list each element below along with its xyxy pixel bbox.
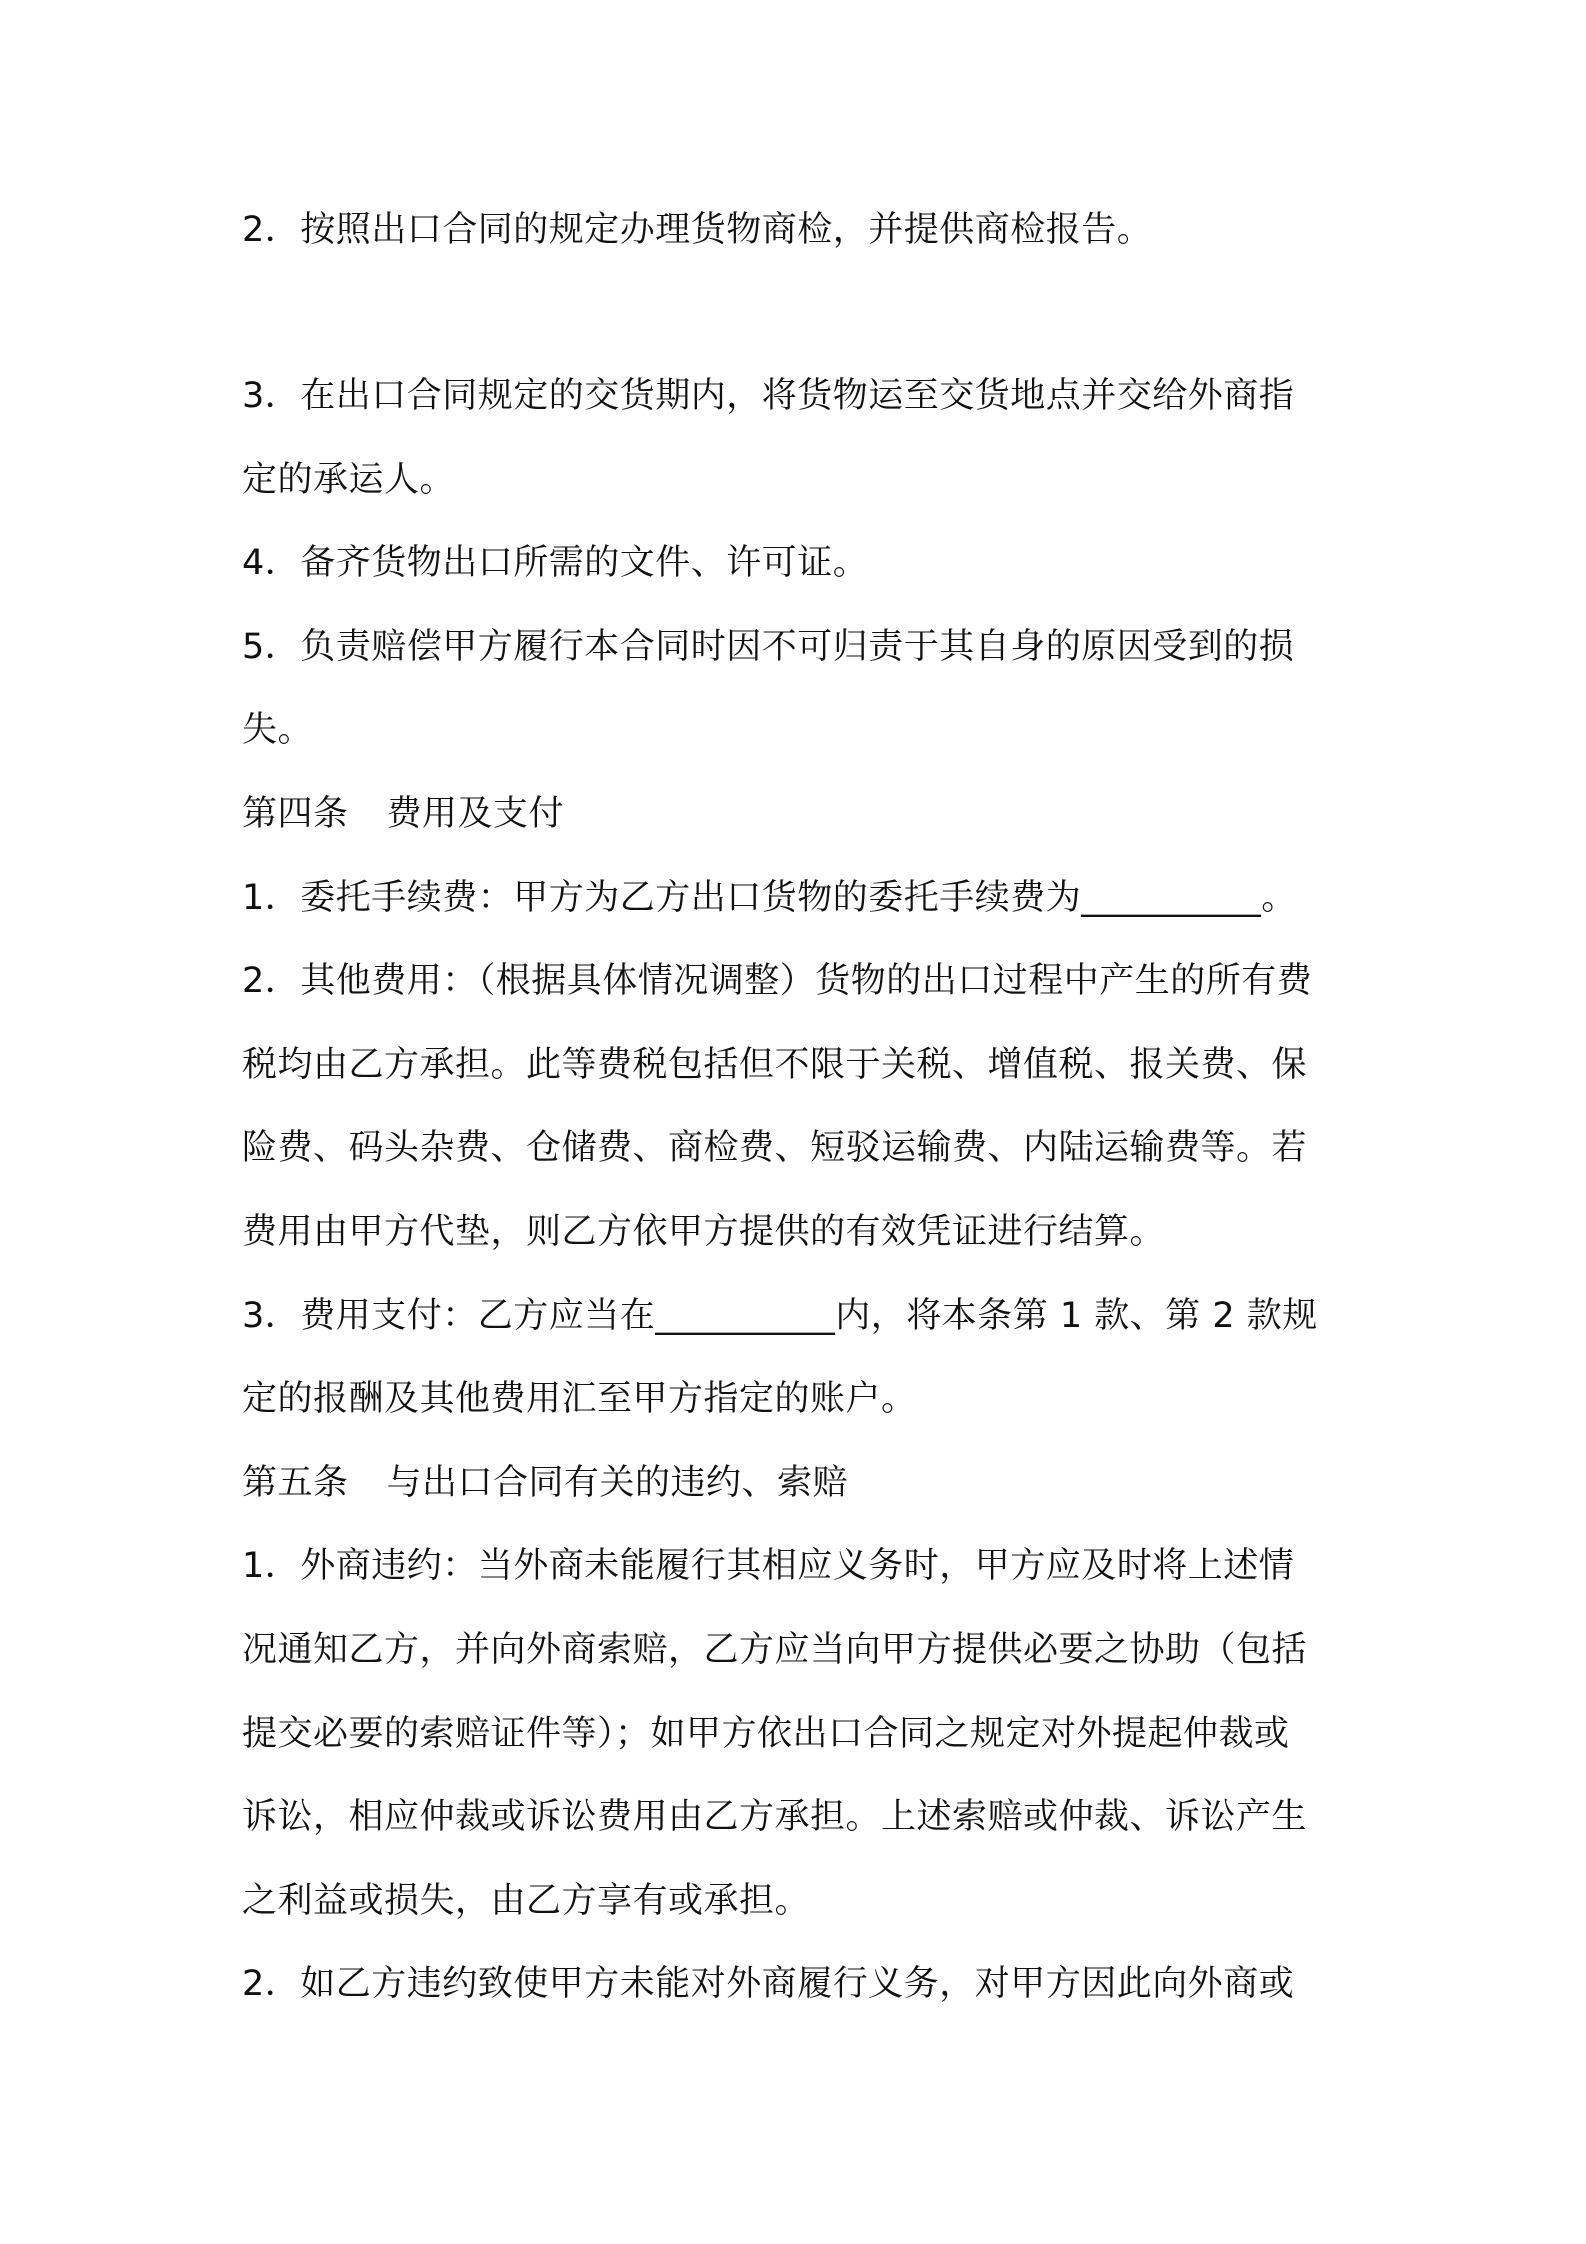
article-4-item-2-line-3: 险费、码头杂费、仓储费、商检费、短驳运输费、内陆运输费等。若 bbox=[242, 1128, 1308, 1168]
article-5-item-2-line-1: 2．如乙方违约致使甲方未能对外商履行义务，对甲方因此向外商或 bbox=[242, 1964, 1295, 2004]
clause-3-item-5-line-1: 5．负责赔偿甲方履行本合同时因不可归责于其自身的原因受到的损 bbox=[242, 627, 1295, 667]
article-4-item-3-line-2: 定的报酬及其他费用汇至甲方指定的账户。 bbox=[242, 1379, 917, 1419]
clause-3-item-3-line-2: 定的承运人。 bbox=[242, 460, 456, 500]
article-4-number: 第四条 bbox=[242, 794, 349, 834]
article-4-item-2-line-2: 税均由乙方承担。此等费税包括但不限于关税、增值税、报关费、保 bbox=[242, 1045, 1308, 1085]
clause-3-item-2: 2．按照出口合同的规定办理货物商检，并提供商检报告。 bbox=[242, 210, 1153, 250]
article-4-item-1: 1．委托手续费：甲方为乙方出口货物的委托手续费为__________。 bbox=[242, 878, 1297, 918]
article-5-item-1-line-1: 1．外商违约：当外商未能履行其相应义务时，甲方应及时将上述情 bbox=[242, 1546, 1295, 1586]
article-4-item-2-line-4: 费用由甲方代垫，则乙方依甲方提供的有效凭证进行结算。 bbox=[242, 1212, 1166, 1252]
clause-3-item-3-line-1: 3．在出口合同规定的交货期内，将货物运至交货地点并交给外商指 bbox=[242, 376, 1295, 416]
article-4-item-2-line-1: 2．其他费用：（根据具体情况调整）货物的出口过程中产生的所有费 bbox=[242, 961, 1313, 1001]
article-5-title: 与出口合同有关的违约、索赔 bbox=[386, 1463, 849, 1503]
article-5-item-1-line-5: 之利益或损失，由乙方享有或承担。 bbox=[242, 1881, 811, 1921]
article-5-item-1-line-2: 况通知乙方，并向外商索赔，乙方应当向甲方提供必要之协助（包括 bbox=[242, 1630, 1308, 1670]
article-5-item-1-line-3: 提交必要的索赔证件等）；如甲方依出口合同之规定对外提起仲裁或 bbox=[242, 1714, 1290, 1754]
article-4-title: 费用及支付 bbox=[386, 794, 565, 834]
article-4-item-3-line-1: 3．费用支付：乙方应当在__________内，将本条第 1 款、第 2 款规 bbox=[242, 1296, 1318, 1336]
article-4-heading bbox=[242, 792, 1352, 836]
article-5-heading bbox=[242, 1461, 1352, 1505]
article-5-item-1-line-4: 诉讼，相应仲裁或诉讼费用由乙方承担。上述索赔或仲裁、诉讼产生 bbox=[242, 1797, 1308, 1837]
article-5-number: 第五条 bbox=[242, 1463, 349, 1503]
clause-3-item-5-line-2: 失。 bbox=[242, 710, 314, 750]
clause-3-item-4: 4．备齐货物出口所需的文件、许可证。 bbox=[242, 543, 869, 583]
